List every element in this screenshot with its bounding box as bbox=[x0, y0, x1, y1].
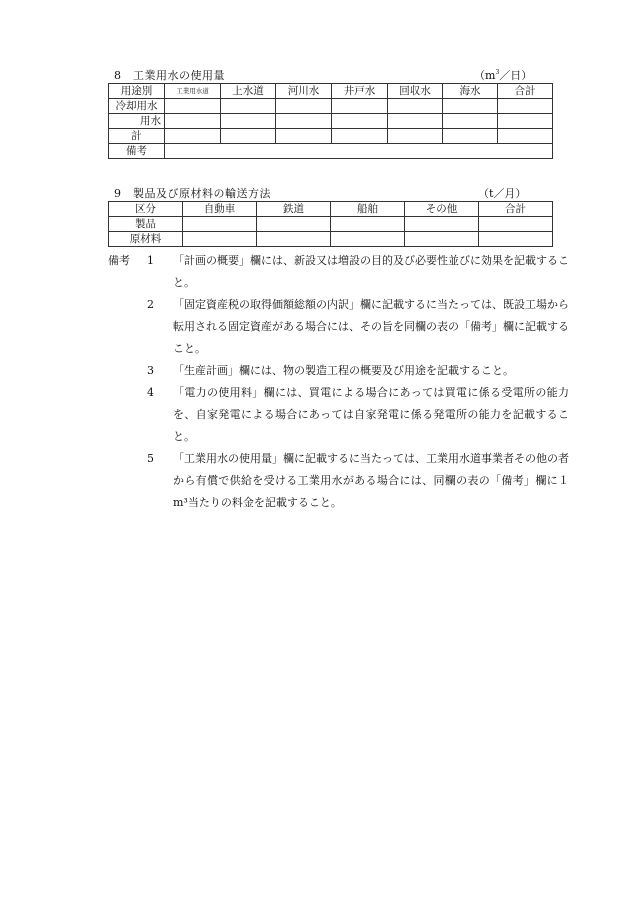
table-cell[interactable] bbox=[183, 232, 257, 247]
header-cell: 区分 bbox=[109, 202, 183, 217]
table-cell[interactable] bbox=[443, 99, 498, 114]
note-item bbox=[109, 382, 569, 448]
table-row bbox=[109, 144, 553, 159]
note-number: 2 bbox=[147, 298, 154, 311]
table-cell[interactable] bbox=[331, 217, 405, 232]
note-item bbox=[109, 250, 569, 294]
table-cell[interactable] bbox=[405, 217, 479, 232]
table-cell[interactable] bbox=[388, 129, 443, 144]
section8-title: 工業用水の使用量 bbox=[133, 69, 225, 82]
section8-heading bbox=[114, 67, 225, 83]
section8-unit-pre: （m bbox=[474, 69, 496, 82]
table-cell[interactable] bbox=[443, 129, 498, 144]
table-row bbox=[109, 129, 553, 144]
table-header-row bbox=[109, 202, 553, 217]
section8-unit-sup: 3 bbox=[495, 69, 500, 76]
table-cell[interactable] bbox=[276, 99, 332, 114]
section8-unit-post: ／日） bbox=[499, 69, 533, 82]
table-cell[interactable] bbox=[498, 99, 553, 114]
header-cell: 工業用水道 bbox=[165, 84, 221, 99]
table-cell[interactable] bbox=[165, 99, 221, 114]
note-number: 3 bbox=[147, 364, 154, 377]
note-item bbox=[109, 360, 569, 382]
table-cell[interactable] bbox=[257, 232, 331, 247]
section8-unit bbox=[474, 67, 532, 83]
transport-table bbox=[108, 201, 553, 247]
table-row bbox=[109, 99, 553, 114]
header-cell: 回収水 bbox=[388, 84, 443, 99]
note-text: 「工業用水の使用量」欄に記載するに当たっては、工業用水道事業者その他の者から有償で供給を受ける工業用水がある場合には、同欄の表の「備考」欄に１m³当たりの料金を記載すること。 bbox=[173, 452, 569, 509]
note-text: 「固定資産税の取得価額総額の内訳」欄に記載するに当たっては、既設工場から転用される固定資産がある場合には、その旨を同欄の表の「備考」欄に記載すること。 bbox=[173, 298, 569, 355]
table-cell[interactable] bbox=[332, 114, 388, 129]
table-cell[interactable] bbox=[479, 232, 553, 247]
table-row bbox=[109, 217, 553, 232]
section9-heading bbox=[114, 185, 271, 201]
header-cell: 海水 bbox=[443, 84, 498, 99]
table-cell[interactable] bbox=[257, 217, 331, 232]
table-cell[interactable] bbox=[388, 99, 443, 114]
row-label: 冷却用水 bbox=[109, 99, 165, 114]
header-cell: 用途別 bbox=[109, 84, 165, 99]
header-cell: 上水道 bbox=[221, 84, 276, 99]
section9-number: 9 bbox=[114, 187, 122, 200]
table-cell[interactable] bbox=[276, 114, 332, 129]
note-number: 4 bbox=[147, 386, 154, 399]
section8-number: 8 bbox=[114, 69, 122, 82]
table-row bbox=[109, 114, 553, 129]
remarks-cell[interactable] bbox=[165, 144, 553, 159]
table-cell[interactable] bbox=[183, 217, 257, 232]
table-cell[interactable] bbox=[332, 99, 388, 114]
table-cell[interactable] bbox=[332, 129, 388, 144]
note-item bbox=[109, 448, 569, 514]
header-cell: 鉄道 bbox=[257, 202, 331, 217]
table-cell[interactable] bbox=[221, 99, 276, 114]
table-cell[interactable] bbox=[331, 232, 405, 247]
table-cell[interactable] bbox=[388, 114, 443, 129]
note-number: 1 bbox=[147, 254, 154, 267]
header-cell: 合計 bbox=[479, 202, 553, 217]
table-cell[interactable] bbox=[443, 114, 498, 129]
header-cell: 自動車 bbox=[183, 202, 257, 217]
header-cell: 河川水 bbox=[276, 84, 332, 99]
note-text: 「計画の概要」欄には、新設又は増設の目的及び必要性並びに効果を記載すること。 bbox=[173, 254, 569, 289]
row-label: 製品 bbox=[109, 217, 183, 232]
table-cell[interactable] bbox=[405, 232, 479, 247]
notes-label: 備考 bbox=[108, 254, 130, 267]
water-usage-table bbox=[108, 83, 553, 159]
table-row bbox=[109, 232, 553, 247]
table-cell[interactable] bbox=[498, 129, 553, 144]
table-cell[interactable] bbox=[221, 114, 276, 129]
section9-title: 製品及び原材料の輸送方法 bbox=[133, 187, 271, 200]
row-label: 計 bbox=[109, 129, 165, 144]
table-cell[interactable] bbox=[165, 114, 221, 129]
header-cell: 船舶 bbox=[331, 202, 405, 217]
section9-unit: （t／月） bbox=[478, 187, 527, 200]
row-label: 用水 bbox=[109, 114, 165, 129]
row-label: 原材料 bbox=[109, 232, 183, 247]
table-header-row bbox=[109, 84, 553, 99]
note-text: 「生産計画」欄には、物の製造工程の概要及び用途を記載すること。 bbox=[173, 364, 514, 377]
table-cell[interactable] bbox=[479, 217, 553, 232]
note-item bbox=[109, 294, 569, 360]
header-cell: 井戸水 bbox=[332, 84, 388, 99]
note-text: 「電力の使用料」欄には、買電による場合にあっては買電に係る受電所の能力を、自家発電による場合にあっては自家発電に係る発電所の能力を記載すること。 bbox=[173, 386, 569, 443]
header-cell: 合計 bbox=[498, 84, 553, 99]
notes-section bbox=[109, 250, 569, 514]
table-cell[interactable] bbox=[165, 129, 221, 144]
table-cell[interactable] bbox=[221, 129, 276, 144]
header-cell: その他 bbox=[405, 202, 479, 217]
row-label: 備考 bbox=[109, 144, 165, 159]
table-cell[interactable] bbox=[498, 114, 553, 129]
note-number: 5 bbox=[147, 452, 154, 465]
table-cell[interactable] bbox=[276, 129, 332, 144]
